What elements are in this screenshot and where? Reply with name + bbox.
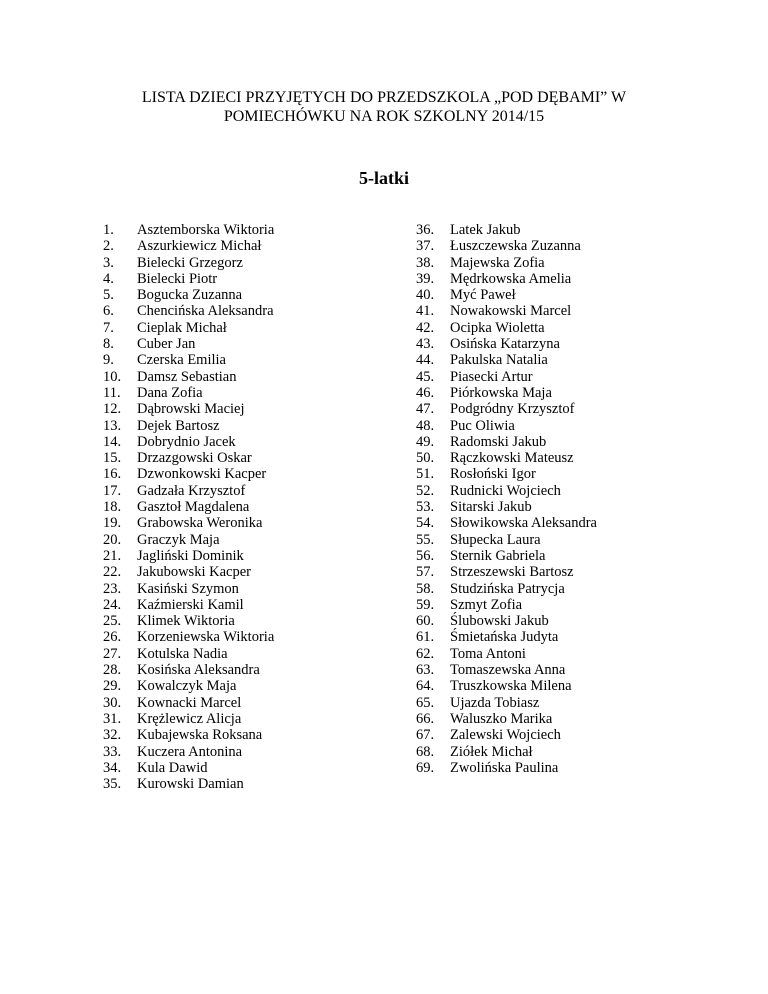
item-number: 50. (416, 450, 435, 467)
list-item (416, 238, 597, 254)
item-number: 23. (103, 580, 122, 597)
list-item (103, 320, 274, 336)
list-item (416, 303, 597, 319)
list-item (416, 695, 597, 711)
list-item (103, 466, 274, 482)
child-name: Graczyk Maja (137, 531, 220, 548)
list-item (103, 515, 274, 531)
list-item (416, 418, 597, 434)
item-number: 10. (103, 368, 122, 385)
list-item (416, 499, 597, 515)
item-number: 5. (103, 287, 114, 304)
list-item (103, 776, 274, 792)
item-number: 7. (103, 319, 114, 336)
list-item (416, 320, 597, 336)
list-item (416, 515, 597, 531)
child-name: Sternik Gabriela (450, 547, 546, 564)
list-item (103, 336, 274, 352)
child-name: Rączkowski Mateusz (450, 450, 574, 467)
list-item (103, 532, 274, 548)
item-number: 20. (103, 531, 122, 548)
item-number: 46. (416, 384, 435, 401)
list-item (416, 532, 597, 548)
item-number: 61. (416, 629, 435, 646)
item-number: 64. (416, 678, 435, 695)
list-item (103, 434, 274, 450)
child-name: Śmietańska Judyta (450, 629, 559, 646)
child-name: Tomaszewska Anna (450, 662, 566, 679)
child-name: Klimek Wiktoria (137, 613, 235, 630)
item-number: 62. (416, 645, 435, 662)
list-item (416, 629, 597, 645)
page-title (0, 88, 768, 126)
item-number: 21. (103, 547, 122, 564)
list-item (103, 238, 274, 254)
child-name: Bogucka Zuzanna (137, 287, 243, 304)
item-number: 52. (416, 482, 435, 499)
item-number: 48. (416, 417, 435, 434)
child-name: Kuczera Antonina (137, 743, 243, 760)
child-name: Majewska Zofia (450, 254, 545, 271)
item-number: 55. (416, 531, 435, 548)
item-number: 45. (416, 368, 435, 385)
group-heading: 5-latki (358, 168, 409, 188)
item-number: 26. (103, 629, 122, 646)
child-name: Słupecka Laura (450, 531, 541, 548)
item-number: 35. (103, 776, 122, 793)
list-item (416, 385, 597, 401)
item-number: 67. (416, 727, 435, 744)
child-name: Kasiński Szymon (137, 580, 239, 597)
child-name: Waluszko Marika (450, 710, 553, 727)
item-number: 6. (103, 303, 114, 320)
child-name: Kotulska Nadia (137, 645, 228, 662)
child-name: Korzeniewska Wiktoria (137, 629, 275, 646)
child-name: Cieplak Michał (137, 319, 227, 336)
child-name: Łuszczewska Zuzanna (450, 238, 581, 255)
list-item (103, 401, 274, 417)
child-name: Ziółek Michał (450, 743, 533, 760)
child-name: Pakulska Natalia (450, 352, 548, 369)
title-line-2: POMIECHÓWKU NA ROK SZKOLNY 2014/15 (223, 108, 545, 125)
item-number: 16. (103, 466, 122, 483)
child-name: Aszurkiewicz Michał (137, 238, 262, 255)
list-item (416, 352, 597, 368)
item-number: 54. (416, 515, 435, 532)
child-name: Kosińska Aleksandra (137, 662, 260, 679)
list-item (103, 255, 274, 271)
child-name: Truszkowska Milena (450, 678, 572, 695)
item-number: 13. (103, 417, 122, 434)
list-item (103, 564, 274, 580)
list-item (416, 597, 597, 613)
list-item (103, 646, 274, 662)
child-name: Bielecki Piotr (137, 270, 218, 287)
list-item (416, 222, 597, 238)
list-item (103, 352, 274, 368)
child-name: Dzwonkowski Kacper (137, 466, 267, 483)
child-name: Sitarski Jakub (450, 499, 532, 516)
child-name: Cuber Jan (137, 336, 196, 353)
list-item (416, 581, 597, 597)
list-item (103, 499, 274, 515)
list-item (103, 629, 274, 645)
child-name: Słowikowska Aleksandra (450, 515, 597, 532)
item-number: 47. (416, 401, 435, 418)
item-number: 4. (103, 270, 114, 287)
child-name: Bielecki Grzegorz (137, 254, 243, 271)
list-item (416, 564, 597, 580)
item-number: 37. (416, 238, 435, 255)
child-name: Dąbrowski Maciej (137, 401, 245, 418)
list-item (103, 271, 274, 287)
child-name: Kownacki Marcel (137, 694, 242, 711)
list-item (416, 548, 597, 564)
child-name: Piasecki Artur (450, 368, 533, 385)
list-item (416, 760, 597, 776)
item-number: 9. (103, 352, 114, 369)
item-number: 2. (103, 238, 114, 255)
item-number: 49. (416, 433, 435, 450)
right-name-list (416, 222, 597, 776)
item-number: 11. (103, 384, 121, 401)
item-number: 41. (416, 303, 435, 320)
list-item (416, 434, 597, 450)
item-number: 68. (416, 743, 435, 760)
item-number: 51. (416, 466, 435, 483)
list-item (416, 613, 597, 629)
child-name: Kaźmierski Kamil (137, 596, 244, 613)
list-item (416, 336, 597, 352)
item-number: 25. (103, 613, 122, 630)
item-number: 69. (416, 759, 435, 776)
item-number: 24. (103, 596, 122, 613)
child-name: Kurowski Damian (137, 776, 244, 793)
list-item (103, 678, 274, 694)
item-number: 12. (103, 401, 122, 418)
item-number: 38. (416, 254, 435, 271)
list-item (103, 760, 274, 776)
child-name: Jagliński Dominik (137, 547, 244, 564)
child-name: Toma Antoni (450, 645, 526, 662)
child-name: Piórkowska Maja (450, 384, 552, 401)
item-number: 56. (416, 547, 435, 564)
list-item (103, 695, 274, 711)
child-name: Jakubowski Kacper (137, 564, 251, 581)
child-name: Mędrkowska Amelia (450, 270, 572, 287)
list-item (416, 678, 597, 694)
item-number: 15. (103, 450, 122, 467)
child-name: Osińska Katarzyna (450, 336, 560, 353)
left-name-list (103, 222, 274, 792)
list-item (103, 581, 274, 597)
child-name: Strzeszewski Bartosz (450, 564, 574, 581)
list-item (416, 450, 597, 466)
item-number: 32. (103, 727, 122, 744)
list-item (103, 450, 274, 466)
child-name: Ocipka Wioletta (450, 319, 545, 336)
list-item (416, 466, 597, 482)
child-name: Studzińska Patrycja (450, 580, 565, 597)
child-name: Dejek Bartosz (137, 417, 220, 434)
child-name: Rosłoński Igor (450, 466, 536, 483)
list-item (416, 255, 597, 271)
item-number: 28. (103, 662, 122, 679)
child-name: Podgródny Krzysztof (450, 401, 575, 418)
item-number: 59. (416, 596, 435, 613)
item-number: 57. (416, 564, 435, 581)
item-number: 34. (103, 759, 122, 776)
list-item (416, 483, 597, 499)
child-name: Dobrydnio Jacek (137, 433, 236, 450)
title-line-1: LISTA DZIECI PRZYJĘTYCH DO PRZEDSZKOLA „POD DĘBAMI” W (141, 89, 627, 106)
list-item (103, 483, 274, 499)
child-name: Radomski Jakub (450, 433, 547, 450)
item-number: 66. (416, 710, 435, 727)
list-item (416, 271, 597, 287)
item-number: 22. (103, 564, 122, 581)
item-number: 8. (103, 336, 114, 353)
child-name: Rudnicki Wojciech (450, 482, 561, 499)
list-item (416, 727, 597, 743)
item-number: 60. (416, 613, 435, 630)
item-number: 17. (103, 482, 122, 499)
list-item (103, 222, 274, 238)
item-number: 36. (416, 222, 435, 238)
child-name: Drzazgowski Oskar (137, 450, 252, 467)
child-name: Zwolińska Paulina (450, 759, 559, 776)
list-item (416, 662, 597, 678)
child-name: Kula Dawid (137, 759, 208, 776)
item-number: 27. (103, 645, 122, 662)
child-name: Damsz Sebastian (137, 368, 237, 385)
child-name: Czerska Emilia (137, 352, 226, 369)
child-name: Latek Jakub (450, 222, 521, 238)
list-item (103, 369, 274, 385)
child-name: Asztemborska Wiktoria (137, 222, 275, 238)
list-item (103, 744, 274, 760)
list-item (103, 711, 274, 727)
item-number: 1. (103, 222, 114, 238)
list-item (416, 287, 597, 303)
list-item (416, 369, 597, 385)
item-number: 29. (103, 678, 122, 695)
list-item (416, 744, 597, 760)
child-name: Kowalczyk Maja (137, 678, 237, 695)
list-item (416, 646, 597, 662)
child-name: Ślubowski Jakub (450, 613, 549, 630)
list-item (103, 662, 274, 678)
item-number: 33. (103, 743, 122, 760)
child-name: Szmyt Zofia (450, 596, 523, 613)
item-number: 19. (103, 515, 122, 532)
list-item (416, 401, 597, 417)
item-number: 18. (103, 499, 122, 516)
item-number: 42. (416, 319, 435, 336)
item-number: 30. (103, 694, 122, 711)
item-number: 39. (416, 270, 435, 287)
item-number: 65. (416, 694, 435, 711)
child-name: Ujazda Tobiasz (450, 694, 540, 711)
item-number: 14. (103, 433, 122, 450)
list-item (103, 385, 274, 401)
list-item (103, 287, 274, 303)
child-name: Kubajewska Roksana (137, 727, 263, 744)
list-item (103, 303, 274, 319)
list-item (416, 711, 597, 727)
item-number: 31. (103, 710, 122, 727)
item-number: 53. (416, 499, 435, 516)
item-number: 40. (416, 287, 435, 304)
list-item (103, 548, 274, 564)
child-name: Krężlewicz Alicja (137, 710, 242, 727)
list-item (103, 597, 274, 613)
child-name: Dana Zofia (137, 384, 203, 401)
child-name: Nowakowski Marcel (450, 303, 572, 320)
list-item (103, 613, 274, 629)
child-name: Gasztoł Magdalena (137, 499, 250, 516)
child-name: Grabowska Weronika (137, 515, 263, 532)
child-name: Zalewski Wojciech (450, 727, 561, 744)
item-number: 3. (103, 254, 114, 271)
item-number: 44. (416, 352, 435, 369)
item-number: 43. (416, 336, 435, 353)
child-name: Chencińska Aleksandra (137, 303, 274, 320)
item-number: 58. (416, 580, 435, 597)
item-number: 63. (416, 662, 435, 679)
child-name: Gadzała Krzysztof (137, 482, 246, 499)
list-item (103, 727, 274, 743)
child-name: Puc Oliwia (450, 417, 515, 434)
child-name: Myć Paweł (450, 287, 516, 304)
list-item (103, 418, 274, 434)
